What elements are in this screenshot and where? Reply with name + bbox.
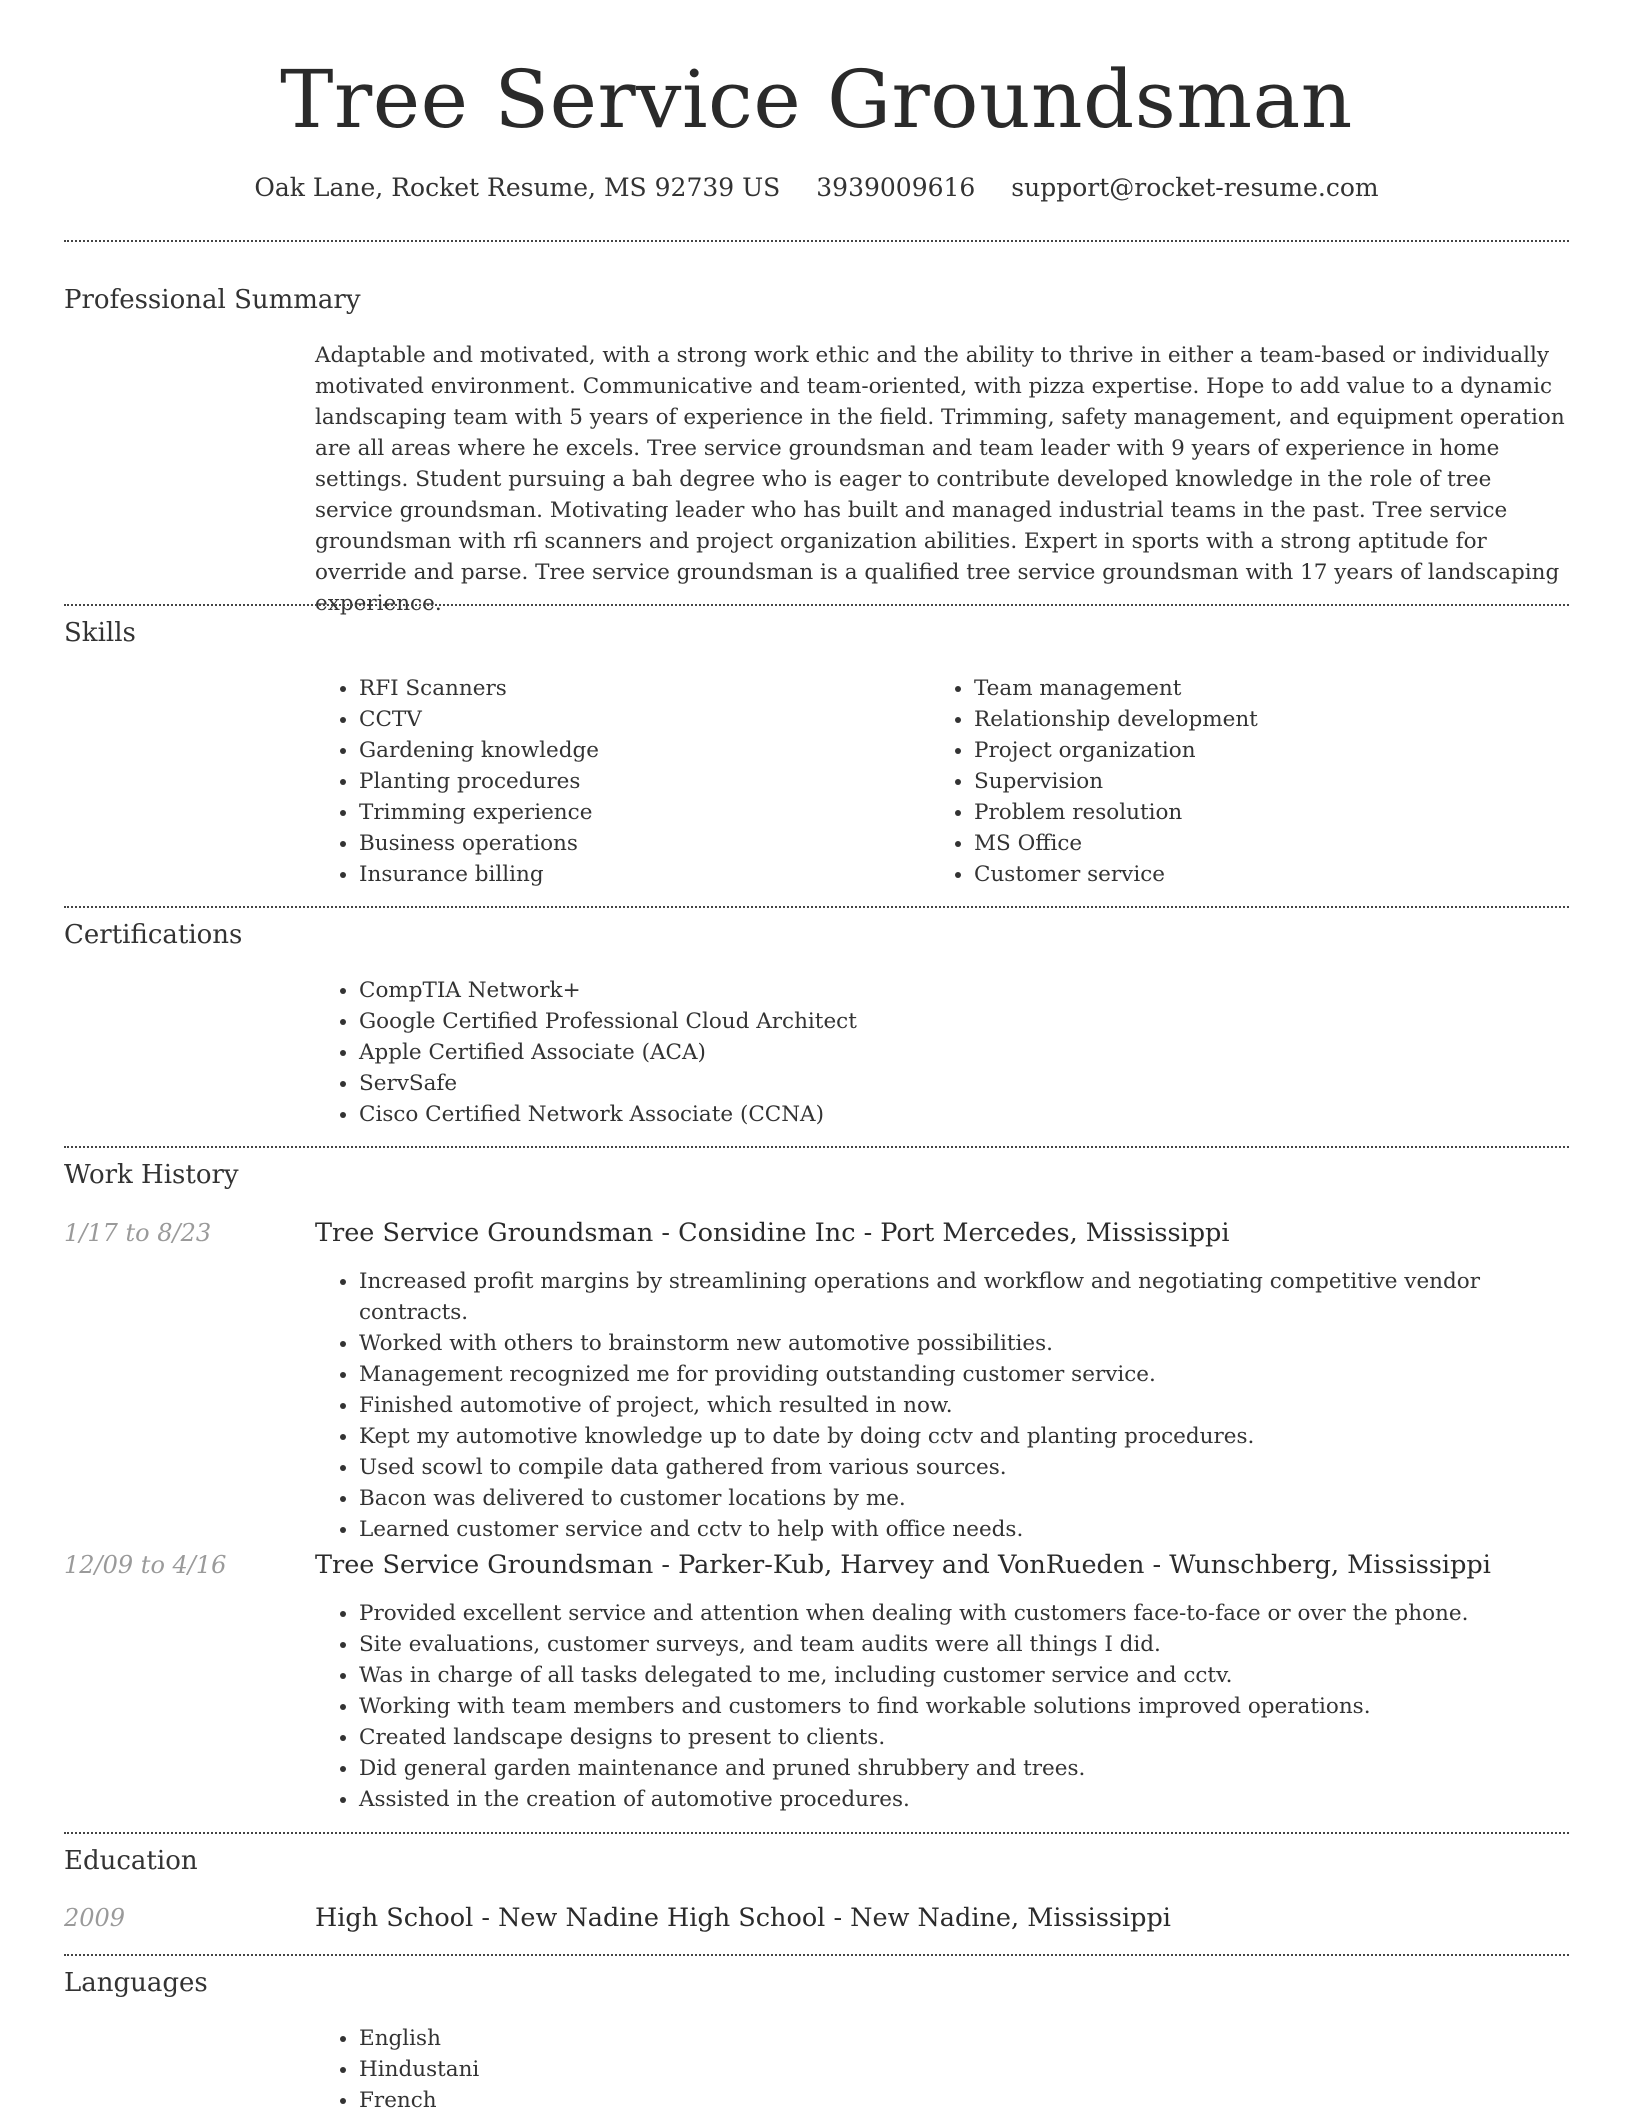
- work-history-title: Work History: [64, 1160, 239, 1190]
- language-item: • Hindustani: [359, 2054, 915, 2085]
- languages-title: Languages: [64, 1968, 208, 1998]
- education-date: 2009: [64, 1904, 126, 1932]
- skill-item: • Project organization: [974, 735, 1530, 766]
- job-bullet: • Worked with others to brainstorm new automotive possibilities.: [359, 1328, 1569, 1359]
- job-bullet: • Was in charge of all tasks delegated to me, including customer service and cctv.: [359, 1660, 1569, 1691]
- skill-item: • Insurance billing: [359, 859, 915, 890]
- skill-item: • Customer service: [974, 859, 1530, 890]
- divider: [64, 1832, 1569, 1834]
- skill-item: • CCTV: [359, 704, 915, 735]
- address: Oak Lane, Rocket Resume, MS 92739 US: [254, 173, 781, 202]
- divider: [64, 1146, 1569, 1148]
- summary-title: Professional Summary: [64, 285, 361, 315]
- skill-item: • Planting procedures: [359, 766, 915, 797]
- certification-item: • Cisco Certified Network Associate (CCNA): [359, 1099, 1315, 1130]
- divider: [64, 604, 1569, 606]
- language-item: • English: [359, 2023, 915, 2054]
- candidate-name: Tree Service Groundsman: [280, 53, 1353, 146]
- certifications-list: [315, 975, 1315, 1130]
- certifications-column: [315, 975, 1315, 1130]
- skill-item: • Problem resolution: [974, 797, 1530, 828]
- divider: [64, 1954, 1569, 1956]
- job-bullet: • Provided excellent service and attention when dealing with customers face-to-face or over the phone.: [359, 1598, 1569, 1629]
- job-bullets: [315, 1598, 1569, 1815]
- resume-page: [64, 0, 1569, 2112]
- skills-left-column: [315, 673, 915, 890]
- summary-text: Adaptable and motivated, with a strong work ethic and the ability to thrive in either a team-based or individually motivated environment. Communicative and team-oriented, with pizza expertise. Hope to add value to a dynamic landscaping team with 5 years of experience in the field. Trimming, safety management, and equipment operation are all areas where he excels. Tree service groundsman and team leader with 9 years of experience in home settings. Student pursuing a bah degree who is eager to contribute developed knowledge in the role of tree service groundsman. Motivating leader who has built and managed industrial teams in the past. Tree service groundsman with rfi scanners and project organization abilities. Expert in sports with a strong aptitude for override and parse. Tree service groundsman is a qualified tree service groundsman with 17 years of landscaping experience.: [315, 343, 1565, 616]
- job-dates: 12/09 to 4/16: [64, 1551, 227, 1579]
- job-bullet: • Assisted in the creation of automotive procedures.: [359, 1784, 1569, 1815]
- skills-title: Skills: [64, 618, 136, 648]
- certification-item: • Google Certified Professional Cloud Architect: [359, 1006, 1315, 1037]
- job-bullet: • Used scowl to compile data gathered from various sources.: [359, 1452, 1569, 1483]
- job-bullet: • Finished automotive of project, which resulted in now.: [359, 1390, 1569, 1421]
- language-item: • French: [359, 2085, 915, 2116]
- job-bullets-column: [315, 1598, 1569, 1815]
- certification-item: • ServSafe: [359, 1068, 1315, 1099]
- skill-item: • RFI Scanners: [359, 673, 915, 704]
- job-bullets-column: [315, 1266, 1569, 1545]
- education-title: Education: [64, 1846, 198, 1876]
- skill-item: • Trimming experience: [359, 797, 915, 828]
- job-bullet: • Management recognized me for providing outstanding customer service.: [359, 1359, 1569, 1390]
- job-bullet: • Bacon was delivered to customer locations by me.: [359, 1483, 1569, 1514]
- job-bullet: • Kept my automotive knowledge up to date by doing cctv and planting procedures.: [359, 1421, 1569, 1452]
- certifications-title: Certifications: [64, 920, 243, 950]
- job-bullet: • Working with team members and customers to find workable solutions improved operations.: [359, 1691, 1569, 1722]
- job-bullets: [315, 1266, 1569, 1545]
- contact-line: [64, 170, 1569, 206]
- email[interactable]: support@rocket-resume.com: [1011, 173, 1379, 202]
- job-heading: Tree Service Groundsman - Parker-Kub, Harvey and VonRueden - Wunschberg, Mississippi: [315, 1550, 1491, 1580]
- skill-item: • Team management: [974, 673, 1530, 704]
- job-heading: Tree Service Groundsman - Considine Inc - Port Mercedes, Mississippi: [315, 1218, 1230, 1248]
- skills-list-right: [930, 673, 1530, 890]
- languages-column: [315, 2023, 915, 2116]
- skills-list-left: [315, 673, 915, 890]
- divider: [64, 240, 1569, 242]
- skill-item: • MS Office: [974, 828, 1530, 859]
- certification-item: • CompTIA Network+: [359, 975, 1315, 1006]
- job-dates: 1/17 to 8/23: [64, 1219, 212, 1247]
- divider: [64, 906, 1569, 908]
- skill-item: • Relationship development: [974, 704, 1530, 735]
- education-heading: High School - New Nadine High School - New Nadine, Mississippi: [315, 1903, 1171, 1933]
- job-bullet: • Increased profit margins by streamlining operations and workflow and negotiating competitive vendor contracts.: [359, 1266, 1569, 1328]
- job-bullet: • Site evaluations, customer surveys, and team audits were all things I did.: [359, 1629, 1569, 1660]
- job-bullet: • Created landscape designs to present to clients.: [359, 1722, 1569, 1753]
- skills-right-column: [930, 673, 1530, 890]
- languages-list: [315, 2023, 915, 2116]
- skill-item: • Supervision: [974, 766, 1530, 797]
- job-bullet: • Did general garden maintenance and pruned shrubbery and trees.: [359, 1753, 1569, 1784]
- phone: 3939009616: [816, 173, 976, 202]
- certification-item: • Apple Certified Associate (ACA): [359, 1037, 1315, 1068]
- job-bullet: • Learned customer service and cctv to help with office needs.: [359, 1514, 1569, 1545]
- skill-item: • Gardening knowledge: [359, 735, 915, 766]
- skill-item: • Business operations: [359, 828, 915, 859]
